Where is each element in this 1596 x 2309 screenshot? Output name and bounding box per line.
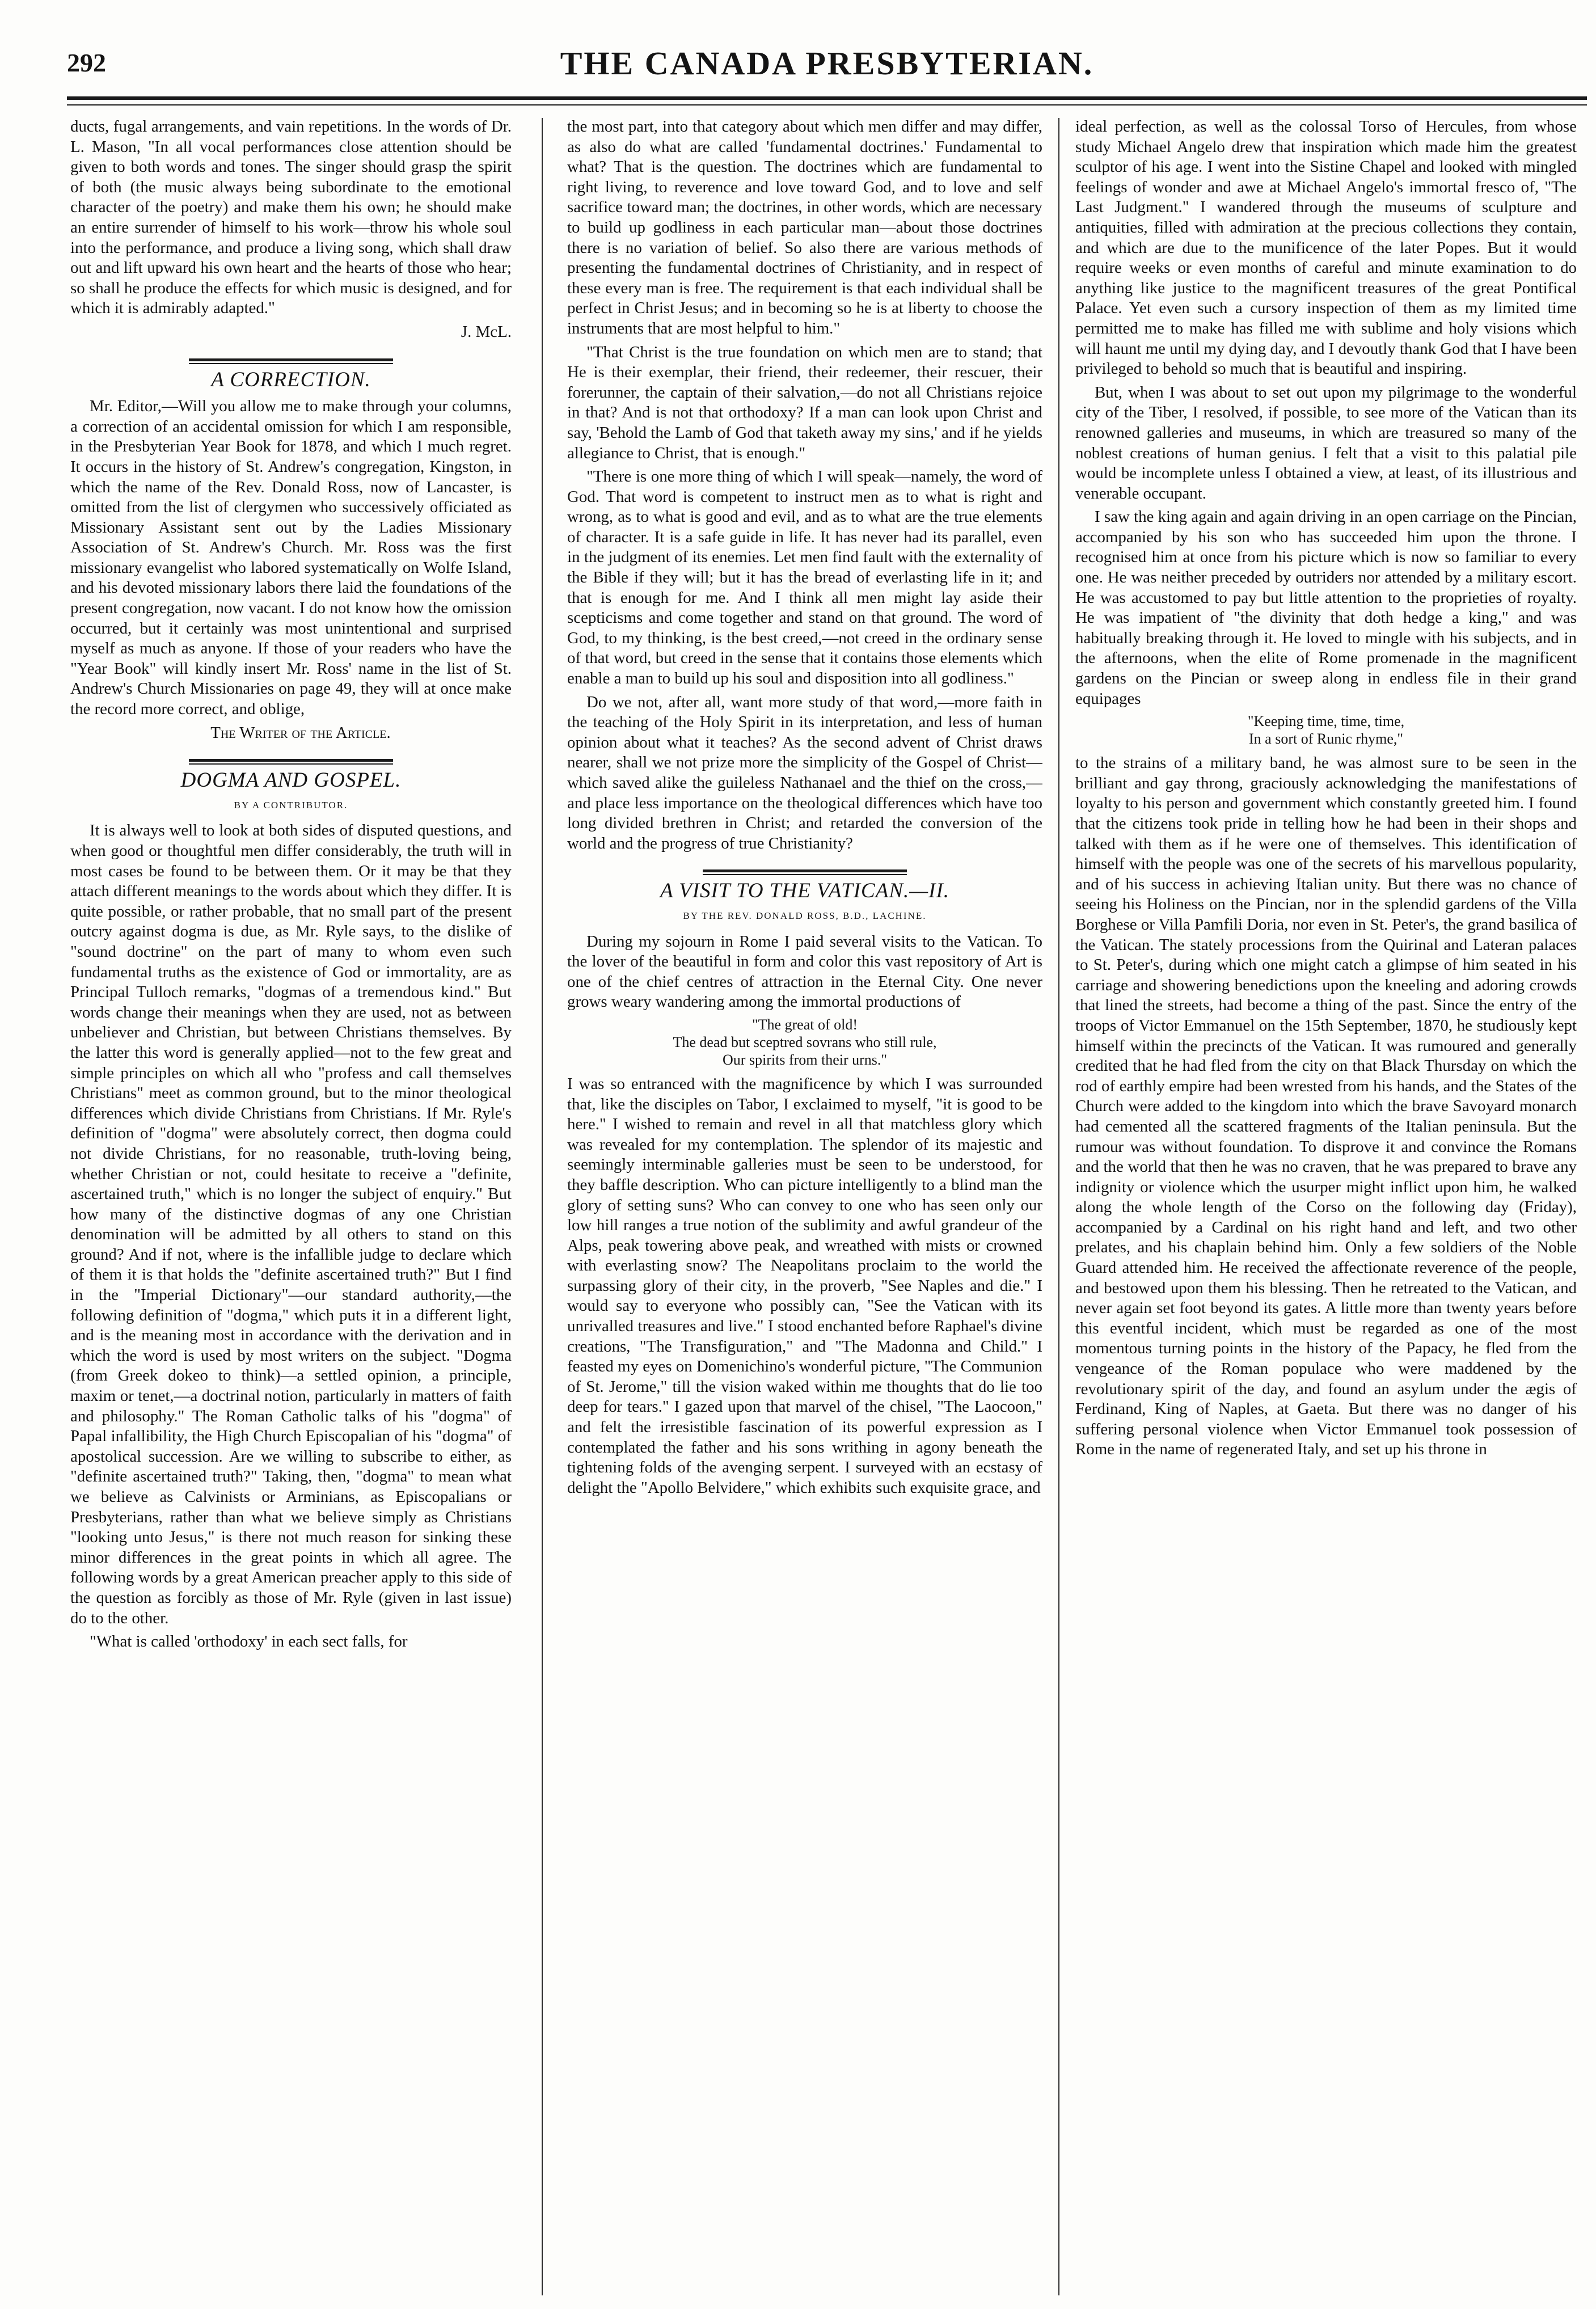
- correction-heading: A CORRECTION.: [211, 368, 371, 391]
- verse-line: The dead but sceptred sovrans who still rule,: [673, 1033, 937, 1050]
- running-title: THE CANADA PRESBYTERIAN.: [560, 45, 1094, 82]
- article-paragraph: "That Christ is the true foundation on which men are to stand; that He is their exemplar, their friend, their redeemer, their rescuer, their forerunner, the captain of their salvation,—do not all Christians rejoice in that? And is not that orthodoxy? If a man can look upon Christ and say, 'Behold the Lamb of God that taketh away my sins,' and if he yields allegiance to Christ, that is enough.": [567, 343, 1042, 462]
- article-paragraph: Do we not, after all, want more study of that word,—more faith in the teaching of the Holy Spirit in its interpretation, and less of human opinion about what it teaches? As the second advent of Christ draws nearer, shall we not prize more the simplicity of the Gospel of Christ—which saved alike the guileless Nathanael and the thief on the cross,—and place less importance on the theological differences which have too long divided brethren in Christ; and retarded the conversion of the world and the progress of true Christianity?: [567, 693, 1042, 852]
- article-paragraph: I was so entranced with the magnificence by which I was surrounded that, like the disciples on Tabor, I exclaimed to myself, "it is good to be here." I wished to remain and revel in all that matchless glory which was revealed for my contemplation. The splendor of its majestic and seemingly interminable galleries must be seen to be understood, for they baffle description. Who can picture intelligently to a blind man the glory of setting suns? Who can convey to one who has seen only our low hill ranges a true notion of the sublimity and awful grandeur of the Alps, peak towering above peak, and wreathed with mists or crowned with everlasting snow? The Neapolitans proclaim to the world the surpassing glory of their city, in the proverb, "See Naples and die." I would say to everyone who possibly can, "See the Vatican with its unrivalled treasures and live." I stood enchanted before Raphael's divine creations, "The Transfiguration," and "The Madonna and Child." I feasted my eyes on Domenichino's wonderful picture, "The Communion of St. Jerome," till the vision waked within me thoughts that do lie too deep for tears." I gazed upon that marvel of the chisel, "The Laocoon," and felt the irresistible fascination of its powerful expression as I contemplated the father and his sons writhing in agony beneath the tightening folds of the avenging serpent. I surveyed with an ecstasy of delight the "Apollo Belvidere," which exhibits such exquisite grace, and: [567, 1074, 1042, 1497]
- article-paragraph: Mr. Editor,—Will you allow me to make through your columns, a correction of an accidental omission for which I am responsible, in the Presbyterian Year Book for 1878, and which I much regret. It occurs in the history of St. Andrew's congregation, Kingston, in which the name of the Rev. Donald Ross, now of Lancaster, is omitted from the list of clergymen who successively officiated as Missionary Assistant sent out by the Ladies Missionary Association of St. Andrew's Church. Mr. Ross was the first missionary evangelist who labored systematically on Wolfe Island, and his devoted missionary labors there laid the foundations of the present congregation, now vacant. I do not know how the omission occurred, but it certainly was most unintentional and surprised myself as much as anyone. If those of your readers who have the "Year Book" will kindly insert Mr. Ross' name in the list of St. Andrew's Church Missionaries on page 49, they will at once make the record more correct, and oblige,: [70, 397, 512, 719]
- page-number: 292: [67, 48, 106, 77]
- verse-line: Our spirits from their urns.": [722, 1051, 888, 1068]
- article-byline: BY A CONTRIBUTOR.: [234, 799, 348, 811]
- masthead: [67, 44, 1587, 90]
- article-paragraph: During my sojourn in Rome I paid several visits to the Vatican. To the lover of the beautiful in form and color this vast repository of Art is one of the chief centres of attraction in the Eternal City. One never grows weary wandering among the immortal productions of: [567, 932, 1042, 1011]
- article-byline: BY THE REV. DONALD ROSS, B.D., LACHINE.: [683, 910, 927, 921]
- article-paragraph: "What is called 'orthodoxy' in each sect falls, for: [90, 1632, 408, 1651]
- section-divider: [189, 358, 393, 364]
- article-paragraph: ducts, fugal arrangements, and vain repetitions. In the words of Dr. L. Mason, "In all vocal performances close attention should be given to both words and tones. The singer should grasp the spirit of both (the music always being subordinate to the emotional character of the poetry) and make them his own; he should make an entire surrender of himself to his work—throw his whole soul into the performance, and produce a living song, which shall draw out and lift upward his own heart and the hearts of those who hear; so shall he produce the effects for which music is designed, and for which it is admirably adapted.": [70, 117, 512, 318]
- article-signature: The Writer of the Article.: [210, 723, 391, 742]
- vatican-heading: A VISIT TO THE VATICAN.—II.: [660, 879, 950, 903]
- column-rule-2: [1058, 118, 1059, 2295]
- column-rule-1: [542, 118, 543, 2295]
- article-paragraph: But, when I was about to set out upon my pilgrimage to the wonderful city of the Tiber, I resolved, if possible, to see more of the Vatican than its renowned galleries and museums, in which are treasured so many of the noblest creations of human genius. I felt that a visit to this palatial pile would be incomplete unless I obtained a view, at least, of its illustrious and venerable occupant.: [1075, 383, 1577, 503]
- column-2: [567, 117, 1042, 2295]
- verse-line: "Keeping time, time, time,: [1247, 713, 1405, 730]
- section-divider: [189, 759, 393, 765]
- column-3: [1075, 117, 1577, 2295]
- verse-line: "The great of old!: [751, 1016, 858, 1033]
- column-1: [70, 117, 512, 2295]
- dogma-heading: DOGMA AND GOSPEL.: [180, 769, 402, 792]
- article-paragraph: ideal perfection, as well as the colossal Torso of Hercules, from whose study Michael Angelo drew that inspiration which made him the greatest sculptor of his age. I went into the Sistine Chapel and looked with mingled feelings of wonder and awe at Michael Angelo's immortal fresco of, "The Last Judgment." I wandered through the museums of sculpture and antiquities, filled with admiration at the precious collections they contain, and which are due to the munificence of the later Popes. But it would require weeks or even months of careful and minute examination to do anything like justice to the magnificent treasures of the great Pontifical Palace. Yet even such a cursory inspection of them as my limited time permitted me to make has filled me with sublime and holy visions which will haunt me until my dying day, and I devoutly thank God that I have been privileged to behold so much that is beautiful and inspiring.: [1075, 117, 1577, 378]
- header-rule-thick: [67, 96, 1587, 100]
- verse-line: In a sort of Runic rhyme,": [1249, 731, 1403, 748]
- article-paragraph: to the strains of a military band, he was almost sure to be seen in the brilliant and gay throng, graciously acknowledging the manifestations of loyalty to his person and government which constantly greeted him. I found that the citizens took pride in telling how he had been in their shops and talked with them as if he were one of themselves. This identification of himself with the people was one of the secrets of his marvellous popularity, and of his success in achieving Italian unity. But there was no chance of seeing his Holiness on the Pincian, nor in the splendid gardens of the Villa Borghese or Villa Pamfili Doria, nor even in St. Peter's, the grand basilica of the Vatican. The stately processions from the Quirinal and Lateran palaces to St. Peter's, during which one might catch a glimpse of him seated in his carriage and showering benedictions upon the kneeling and adoring crowds that lined the streets, had become a thing of the past. Since the entry of the troops of Victor Emmanuel on the 15th September, 1870, he studiously kept himself within the precincts of the Vatican. It was rumoured and generally credited that he had fled from the city on that Black Thursday on which the rod of earthly empire had been wrested from his hands, and the States of the Church were added to the kingdom into which the brave Savoyard monarch had cemented all the scattered fragments of the Italian peninsula. But the rumour was without foundation. To disprove it and convince the Romans and the world that then he was no craven, that he was prepared to brave any indignity or violence which the usurper might inflict upon him, he walked along the whole length of the Corso on the following day (Friday), accompanied by a Cardinal on his right hand and left, and two other prelates, and his chaplain behind him. Only a few soldiers of the Noble Guard attended him. He received the affectionate reverence of the people, and bestowed upon them his blessing. Then he retreated to the Vatican, and never again set foot beyond its gates. A little more than twenty years before this eventful incident, which must be regarded as one of the most momentous turning points in the history of the Papacy, he fled from the vengeance of the Roman populace who were maddened by the revolutionary spirit of the day, and found an asylum under the ægis of Ferdinand, King of Naples, at Gaeta. But there was no danger of his suffering personal violence when Victor Emmanuel took possession of Rome in the name of regenerated Italy, and set up his throne in: [1075, 754, 1577, 1459]
- verse-quote: [1075, 712, 1577, 748]
- header-rule-thin: [67, 104, 1587, 105]
- verse-quote: [567, 1016, 1042, 1069]
- article-paragraph: It is always well to look at both sides of disputed questions, and when good or thoughtful men differ considerably, the truth will in most cases be found to be between them. Or it may be that they attach different meanings to the words about which they differ. It is quite possible, or rather probable, that no small part of the present outcry against dogma is due, as Mr. Ryle says, to the dislike of "sound doctrine" on the part of many to whom even such fundamental truths as the existence of God or immortality, are as Principal Tulloch remarks, "dogmas of a tremendous kind." But words change their meanings when they are used, not as between unbeliever and Christian, but between Christians themselves. By the latter this word is generally applied—not to the few great and simple principles on which all who "profess and call themselves Christians" meet as common ground, but to the minor theological differences which divide Christians from Christians. If Mr. Ryle's definition of "dogma" were absolutely correct, then dogma could not divide Christians, for no reasonable, truth-loving being, whether Christian or not, could hesitate to receive a "definite, ascertained truth," which is no longer the subject of enquiry." But how many of the distinctive dogmas of any one Christian denomination will be admitted by all others to stand on this ground? And if not, where is the infallible judge to declare which of them it is that holds the "definite ascertained truth?" But I find in the "Imperial Dictionary"—our standard authority,—the following definition of "dogma," which puts it in a different light, and is the meaning most in accordance with the derivation and in which the word is used by most writers on the subject. "Dogma (from Greek dokeo to think)—a settled opinion, a principle, maxim or tenet,—a doctrinal notion, particularly in matters of faith and philosophy." The Roman Catholic talks of his "dogma" of Papal infallibility, the High Church Episcopalian of his "dogma" of apostolical succession. Are we willing to subscribe to either, as "definite ascertained truth?" Taking, then, "dogma" to mean what we believe as Calvinists or Arminians, as Episcopalians or Presbyterians, rather than what we believe simply as Christians "looking unto Jesus," is there not much reason for sinking these minor differences in the great points in which all agree. The following words by a great American preacher apply to this side of the question as forcibly as those of Mr. Ryle (given in last issue) do to the other.: [70, 821, 512, 1627]
- article-paragraph: the most part, into that category about which men differ and may differ, as also do what are called 'fundamental doctrines.' Fundamental to what? That is the question. The doctrines which are fundamental to right living, to reverence and love toward God, and to love and self sacrifice toward man; the doctrines, in other words, which are necessary to build up godliness in each particular man—about those doctrines there is no variation of belief. So also there are various methods of presenting the fundamental doctrines of Christianity, and in respect of these every man is free. The requirement is that each individual shall be perfect in Christ Jesus; and in becoming so he is at liberty to choose the instruments that are most helpful to him.": [567, 117, 1042, 337]
- article-paragraph: I saw the king again and again driving in an open carriage on the Pincian, accompanied by his son who has succeeded him upon the throne. I recognised him at once from his picture which is now so familiar to every one. He was neither preceded by outriders nor attended by a military escort. He was accustomed to pay but little attention to the proprieties of royalty. He was impatient of "the divinity that doth hedge a king," and was habitually breaking through it. He loved to mingle with his subjects, and in the afternoons, when the elite of Rome promenade in the magnificent gardens on the Pincian or sweep along in endless file in their grand equipages: [1075, 508, 1577, 708]
- article-paragraph: "There is one more thing of which I will speak—namely, the word of God. That word is competent to instruct men as to what is right and wrong, as to what is good and evil, and as to what are the true elements of character. It is a safe guide in life. It has never had its parallel, even in the judgment of its enemies. Let men find fault with the externality of the Bible if they will; but it has the bread of everlasting life in it; and that is enough for me. And I think all men might lay aside their scepticisms and come together and stand on that ground. The word of God, to my thinking, is the best creed,—not creed in the ordinary sense of that word, but creed in the sense that it contains those elements which enable a man to build up his soul and disposition into all godliness.": [567, 467, 1042, 688]
- section-divider: [703, 869, 907, 875]
- article-signature: J. McL.: [461, 322, 512, 341]
